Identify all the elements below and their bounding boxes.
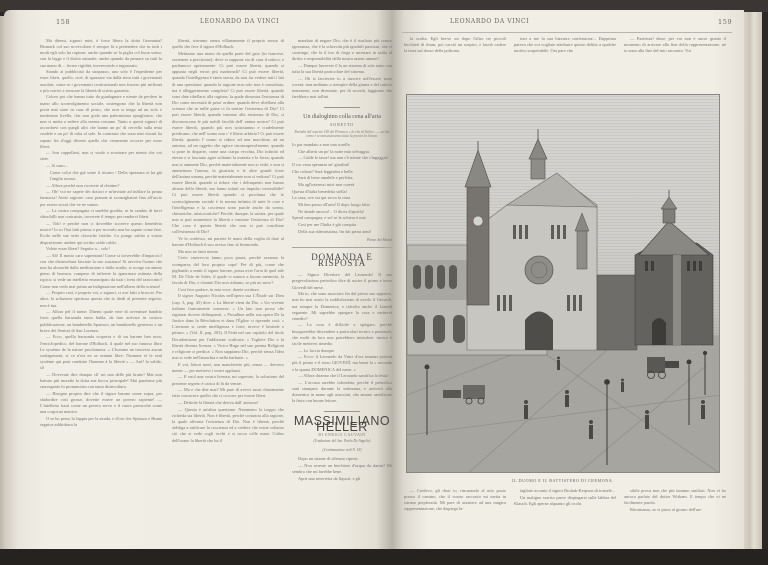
poem-signature: Pietro dei Monti	[367, 237, 392, 242]
paragraph: — Questa è un'altra questione. Nemmeno la troppo che richieda sia libertà. Non è libertà, perchè contraria alla ragione, la quale afferma l'esistenza di Dio. Non è libertà, perchè obbliga a ratificare la coscienza ed a credere che esiste soltanto ciò che si vede cogli occhi e si tocca colle mani. Cultus dell'uomo la libertà che ha il	[172, 406, 284, 443]
dialogue-line: — Lo faccia dunque.	[298, 347, 336, 353]
paragraph: mandato di negare Dio, che è il risultato più crasso ignoranza, che è la schiavitù più ignobili passioni, che ci costringe, che fa il tiro di frega e arrestare in salita al diritto e responsabilità della nostra azioni umane!	[292, 38, 392, 62]
paragraph: — Son cappellani, non ci vuole a scontrare per niente che voi siete.	[40, 150, 162, 162]
paragraph: tagliate accanto il signor Brohak-Kerpson di trarsele...	[520, 488, 616, 493]
cremona-cathedral-engraving	[406, 94, 720, 473]
poem-line: Ne dunde ancora!... O dicea d'aprirla!	[298, 208, 365, 214]
paragraph: Mettiamo una mano da quella parte del gaio (in francese, sostenere a precisione); dove si suppone sia di casa il mitico, e parliamoci apertamente: Ci può essere libertà, quando si appunta negli errori più madornali? Ci può essere libertà, quando l'intelligenza è tanto storta, da non far vedere tutti i lati di una questione; quando la ragione non solo non è consultata, ma è alleggerimento completa? Ci può essere libertà, quando sono date ribellarsi alla ragione, la quale dimostra l'esistenza di Dio come necessità di prim' ordine; quando deve ribellarsi alla scienza che in mille guise ci fa sentire l'esistenza di Dio? Ci può essere libertà, quando insieme alla esistenza di Dio, si disconoscono le più nobili facoltà dell' anima nostra? Ci può essere libertà, quando più non sottostanno e crudelmente predicano: che nell' uomo non c' è libero arbitrio? Ci può essere libertà, quando l' uomo si riduce ad una macchina, ad un automa, ad un oggetto che agisce inconsapevolmente; quando si pone in disparte, come una ciarpa vecchia, Dio infinito ed eterno e si lasciano agire soltanto la materia e la forza; quando non si ammette Dio, perchè materialmente non si vede, e non si ammettono l'anima, la giustizia e le altre grandi forze dell'anima umana, perchè materialmente non si vedono? Ci può essere libertà, quando si riduce che i delinquenti non hanno alcuna della libertà, ma fanno infatti un impulso irresistibile? Ci può essere libertà quando si proclama che lo sconvolgimento sociale è la norma infinita di tutte le cose e l'intelligenza e la coscienza sono parole anche da sonno, chimeriche, aristocratiche? Perchè, dunque, la nostra, per quale non si può ammettere la libertà e insieme l'esistenza di Dio? Che cosa è questa libertà che non si può conciliare coll'esistenza di Dio?	[172, 50, 284, 235]
paragraph: Il signor Augusto Nicolas nell'opera sua L'Étude sur Dieu (cap. 3, pag. 45) dice: « La liberté vient du Dio. » Un vivente italiano francamente conserva: « Un lato non posso che ragionar dovere delinquenti. » Proudhon nella sua opera De la Justice dans la Révolution et dans l'Église ci riprende così: « L'ateismo si crede intelligenza e forte, invece è bestiale e pitturo. » (Vol. II, pag. 203). Il Feità nel suo capitolo del titolo Decadentisme per l'addizione scultoria: « Togliete Dio e la libertà diventa licenza. » Victor Hugo nel suo poema Religioni e religione ci predica: « Non sappiamo Dio, perchè senza l'idea non si vede nell'anarchia e nella barbarie. »	[172, 293, 284, 360]
paragraph: — La vostra compagnia ci sarebbe gradita, se in cambio di farvi chinchilli non costruiste, troverete il tempo per rendervi liberi.	[40, 208, 162, 220]
section-divider	[324, 411, 360, 412]
serial-continuation: (Continuazione vedi N. 18)	[322, 447, 362, 452]
book-edge-right	[744, 12, 762, 549]
dialogue-line: — La cosa è difficile a spiegare, perchè bisognerebbe discendere a particolari tecnici e personali, che molti da loro non potrebbero intendere: invece è facile mettervi rimedio.	[292, 322, 392, 346]
paragraph: la scolta. Egli bevve un dopo l'altro tre piccoli bicchieri di rhum; poi cacciò un sospiro, e lasciò cadere la testa sul dosso della poltrona.	[404, 36, 506, 54]
poem-line: — Calde le tasse! ma non c'è niente che s'ingaggia!	[298, 155, 389, 161]
paragraph: — Ma e che dite mai? Mi pare di averci assai chiaramente fatto conoscere quello che ci occorre per essere liberi.	[172, 387, 284, 399]
paragraph: Un maligno sorriso parve dispiegarsi sulle labbra del Klauch. Egli aperse alquanto gli occhi.	[514, 494, 616, 506]
left-column-2	[172, 38, 284, 458]
paragraph: — Pazienza! disse, per voi non è ancor giunto il momento di arrivare alla fine della rappresentazione, nè io sono alla fine del mio racconto. Voi	[624, 36, 726, 54]
paragraph: — Dunque lascerete il la un sistema di sola tanto con tutta la sua libertà particolare del sistema.	[292, 63, 392, 75]
paragraph: Coloro poi che hanno tutto da guadagnare e niente da perdere in mano allo sconvolgimento sociale, sostengono che la libertà non potrà mai stare in casa di posto, che non si tenga ad un solo e medesimo livello, che non goda una palermitana spragliance, che non si metta a sedere alla mensa comune. Tanto a questi signori di accordarvi con quegli altri che hanno un po' di cervello sulla testa crudele e un po' di roba al sole. In contrasto che sono mai vissuti ha saputo fin d'oggi divenir quello che veramente occorre per esser liberi.	[40, 94, 162, 149]
paragraph: Certo casereccia fanno poca paura, perchè avranno la scomparsa del loro proprio capo! Per di più, come che pigliando a sentir il signor barone, possa aver l'aria di quel tale M. De l'Isle de Sales, il quale ci mancò a buona memoria, la favola di Dio, e chiamò Dio non ridiamo, se più no novo?	[172, 255, 284, 286]
paragraph: — Allora perchè non ricorrete al chinino?	[46, 182, 120, 188]
paragraph: — Si sono...	[46, 163, 68, 169]
dialogue-line: — Signor Direttore del Leonardo! Il suo pregevolissimo periodico dice di uscire il primo e terzo Giovedì del mese.	[292, 272, 392, 290]
poem-line: Sarà di bene amabile e perfetta;	[298, 175, 354, 181]
serial-byline: DI ENRICO CAUVAIN	[318, 432, 366, 437]
paragraph: Aprii una taverretta da liquori, e gli	[298, 475, 361, 481]
section-heading-domanda: DOMANDA E RISPOSTA	[292, 247, 392, 266]
paragraph: Dopo un istante di silenzio ripresi:	[298, 456, 359, 462]
paragraph: Ritorniamo, se vi piace al giorno dell'arr-	[630, 506, 703, 512]
paragraph: — Oh si lascierete io a riuscire nell'essere stato roveni; non andiamo a riempire della giunta e del cattivo nemmeno; non diventate, per di società, laggiamo che farebbero mai tollini.	[292, 75, 392, 100]
right-top-column-2	[514, 36, 616, 56]
poem-line: Mi ben posso all'aria! Il dopo luogo fatto	[298, 201, 370, 207]
paragraph: Ve lo confesso, mi pareste le mani della voglia di dare al barone d'Holbach il suo avviso fino al finimondo.	[172, 236, 284, 248]
serial-title: MASSIMILIANO HELLER	[293, 413, 391, 434]
dialogue-line: Ma io, che sono associato fin dal primo suo apparire, non ho mai avuto la soddisfazione di averlo il Giovedì, ma sempre la Domenica, e talvolta anche il Lunedì seguente. Mi saprebbe spiegare la cosa e mettervi rimedio?	[292, 291, 392, 321]
paragraph: — Credevo, gli dissi io, rincarando al mio posto presso il camino, che il vostro racconto mi metta in istrano perplessità. Mi pare di assistere ad una magica rappresentazione, che dispiega la-	[404, 488, 506, 512]
poem-line: Il cor vana speranza ne' giardini!	[292, 162, 350, 168]
paragraph: — Dovevate dire dunque ch' sei una delle più brutte! Mai non battuto più mortale la dotta sua bocca principale! Mai paralasse più stravagante fu pronunciata con tanta disinvoltura.	[40, 371, 162, 390]
poem-line: Io par mandato a non una sorella	[292, 142, 350, 148]
cathedral-illustration	[407, 95, 720, 473]
paragraph: — Oh! voi ne sapete dei dottori e m'invitate ad infilare la prima farmacia! Avete ragione: caro pensate ai sconsigliatori fino all'uscio per essere sicuri che ve ne vanno.	[40, 189, 162, 207]
poem-line: Che colana? Sarà leggiadra e bella	[292, 168, 353, 174]
right-page	[392, 10, 744, 551]
paragraph: E voi, lettori miei, non mancherete più, senza — davvero mente — per mettervi i vostri applausi.	[172, 361, 284, 373]
poem-line: Della sua ridentissima, fin dai primi anni!	[298, 228, 372, 234]
right-top-column-3	[624, 36, 726, 56]
serial-translation: (Traduzione del Sac. Paolo De Angelis)	[313, 438, 371, 443]
sonnet	[292, 114, 392, 243]
poem-line: Ma agl'interessi miei non curerà	[298, 182, 355, 187]
paragraph: — Non avreste un biechiere d'acqua da darmi? Mi sembra che mi farebbe bene.	[292, 462, 392, 474]
page-number-right: 159	[718, 18, 733, 26]
page-number-left: 158	[56, 18, 71, 26]
left-column-3	[292, 38, 392, 551]
paragraph: — Ecco, quella baraonda scoperta e di un barone ben noto, l'enciclopedico, del barone d'Holbach, il quale nel suo famoso libro Le système de la nature proclamava: « L'homme ne trouvera aucun soulagement, si ce n'est en se sentant libre: l'homme et le seul système qui peut conduire l'homme à la liberté » — Anf! la valide, sì!	[40, 334, 162, 371]
poem-note: Parodia del sonetto 158 del Petrarca « Io che di Italia » — scritto come è sconosciutissimo tutta la poesia la lettura.	[294, 129, 390, 139]
dialogue-line: — L'accusa sarebbe infondata, perchè il periodico sarà stampato durante la settimana, e arriverà alla domenica in mano agli associati, che amano santificare la festa con buone letture.	[292, 379, 392, 404]
paragraph: O se ho perso la Jappia per la strada, e d'oro che Spinoza e Hume seguiva addirittura la	[40, 415, 162, 428]
figure-caption: IL DUOMO E IL BATTISTERO DI CREMONA.	[512, 478, 614, 483]
left-page	[4, 10, 392, 551]
right-bottom-column-3	[624, 488, 726, 528]
paragraph: libertà, stavamo senza villanamente il proprio stesso di quello che fece il signor d'Holbach.	[172, 38, 284, 50]
paragraph: sibile prova non che più faranno siniliari. Non vi ho ancora parlato del dottor Wirkam. Il tempo che vi ne facilmente parola.	[624, 488, 726, 506]
dialogue-line: — Allora diranno che il Leonardo santifica la festa!	[298, 373, 389, 379]
paragraph: — Allora pel il nome. Ditemi quale eroe di avventure bandito fuori quella baraonda tanto balda, da fare arrivare in costoro pubblicazione, un bambinello Spartaco, un bambinello generoso e un bravo dei Seniori di San Lorenzo.	[40, 309, 162, 333]
poem-line: La casa, ove sia qui trovo la cena	[292, 195, 351, 201]
poem-title: Un dialoghino colla cena all'aria	[303, 113, 381, 120]
header-rule	[402, 32, 732, 33]
poem-form: SONETTO	[330, 121, 354, 127]
paragraph: — Bisogna proprio dire che il signor barone come sopra, per sbalordire così grosse, dovette essere un povero sapiente! — L'intelletto fuori come un povero servo e il cuore pressoché come una cospicua matrice.	[40, 390, 162, 415]
dialogue-line: — Ecco: il Leonardo da Vinci d'ora innanzi porterà più il primo e il terzo GIOVEDÌ, ma bensì la « seconda e la quarta DOMENICA del mese. »	[292, 354, 392, 372]
paragraph: toni a me la sua bizzarra confessione... Dapprima pareva che voi vogliate attribuire questo delitto a qualche motivo sospettabile. Ora pare che	[514, 36, 616, 54]
paragraph: Volete esser liberi? Seguite a... solo!	[46, 246, 110, 252]
paragraph: — Definite la libertà che deriva dall' ateismo!	[178, 400, 259, 406]
left-column-1	[40, 38, 162, 458]
paragraph: Ma ditemi, signori miei, è forse libera la dotta Germania? Bismark col suo novecolone è sempre là a pretendere che in tutti i modi egli solo ha ragione, anche quando se la piglia col buon senso, con la legge e il diritto naturale, anche quando da pensare su tutti la sua mano di.... ferreo rigidità, inverecondo e ingrassato.	[40, 38, 162, 68]
right-bottom-column-1	[404, 488, 506, 528]
paragraph: Così fece parlare, in mia voce, darete scritture.	[178, 286, 260, 292]
quote-verse: Come colui che già sente il ritorno / Della speranza et ha già l'anglio mosso.	[50, 169, 162, 181]
poem-line: Speral campagna; e sol se la schiera è mio	[292, 215, 367, 221]
paragraph: — E vuol una vostra licenza, mi sapevate, la soluzione del presente segreto è carica di là da venire.	[172, 374, 284, 386]
right-bottom-column-2	[514, 488, 616, 528]
paragraph: — Proprio così, e proprio voi, o signori, ci ave fatti a braccio. Per altro, la soluzione spiritosa questa che io diedi al presente segreto, non è tua.	[40, 290, 162, 308]
paragraph: Ma non ne fanti niente.	[178, 248, 219, 254]
paragraph: — Toh! e perchè non ci dovrebbe scorrere questo benedetto nostro? Io so l'hai fatti prima; e per trovarlo non ho saputo come fare. Ecolo nelle sue sette classiche fatiche. Lo pongo subito a vostra disposizione: andate qui scritto caldo caldo.	[40, 221, 162, 245]
running-head-left: LEONARDO DA VINCI	[200, 18, 280, 25]
paragraph: Stando ai pubblicisti da strapazzo, uno solo è l'espediente per esser liberi, quello, cioè, di spazzare via dalla terra tutti i governanti assoluti; come se i governanti costituzionali non fossero più inclinati e più corrivi a troncare la libertà di scritto gazzetta.	[40, 69, 162, 93]
poem-line: Così per me l'Italia è già compita	[298, 221, 357, 227]
background-surface	[0, 549, 768, 565]
right-top-column-1	[404, 36, 506, 56]
poem-line: Questa d'Italia benedetta stella!	[292, 188, 348, 194]
paragraph: — Ah! Il motto caro sapientoni! Come si troverebbe d'impaccio! con che disinvoltura lasciate la suo sostanza! Si ravviva l'uomo che non ha alcunché dalla meditazione e dallo studio; si scorge un animo pieno di bravura, campeso di infierire la ignoranza ostinata della topica; si vede un intelletto emancipato da tutti i freni del raziocinio! Come non vedo mai prima un'indignazione nell'albero della scienza!	[40, 252, 162, 289]
section-divider	[324, 107, 360, 108]
running-head-right: LEONARDO DA VINCI	[450, 18, 530, 25]
poem-line: Che alberti un po' la notte mia selvaggia.	[298, 148, 370, 154]
